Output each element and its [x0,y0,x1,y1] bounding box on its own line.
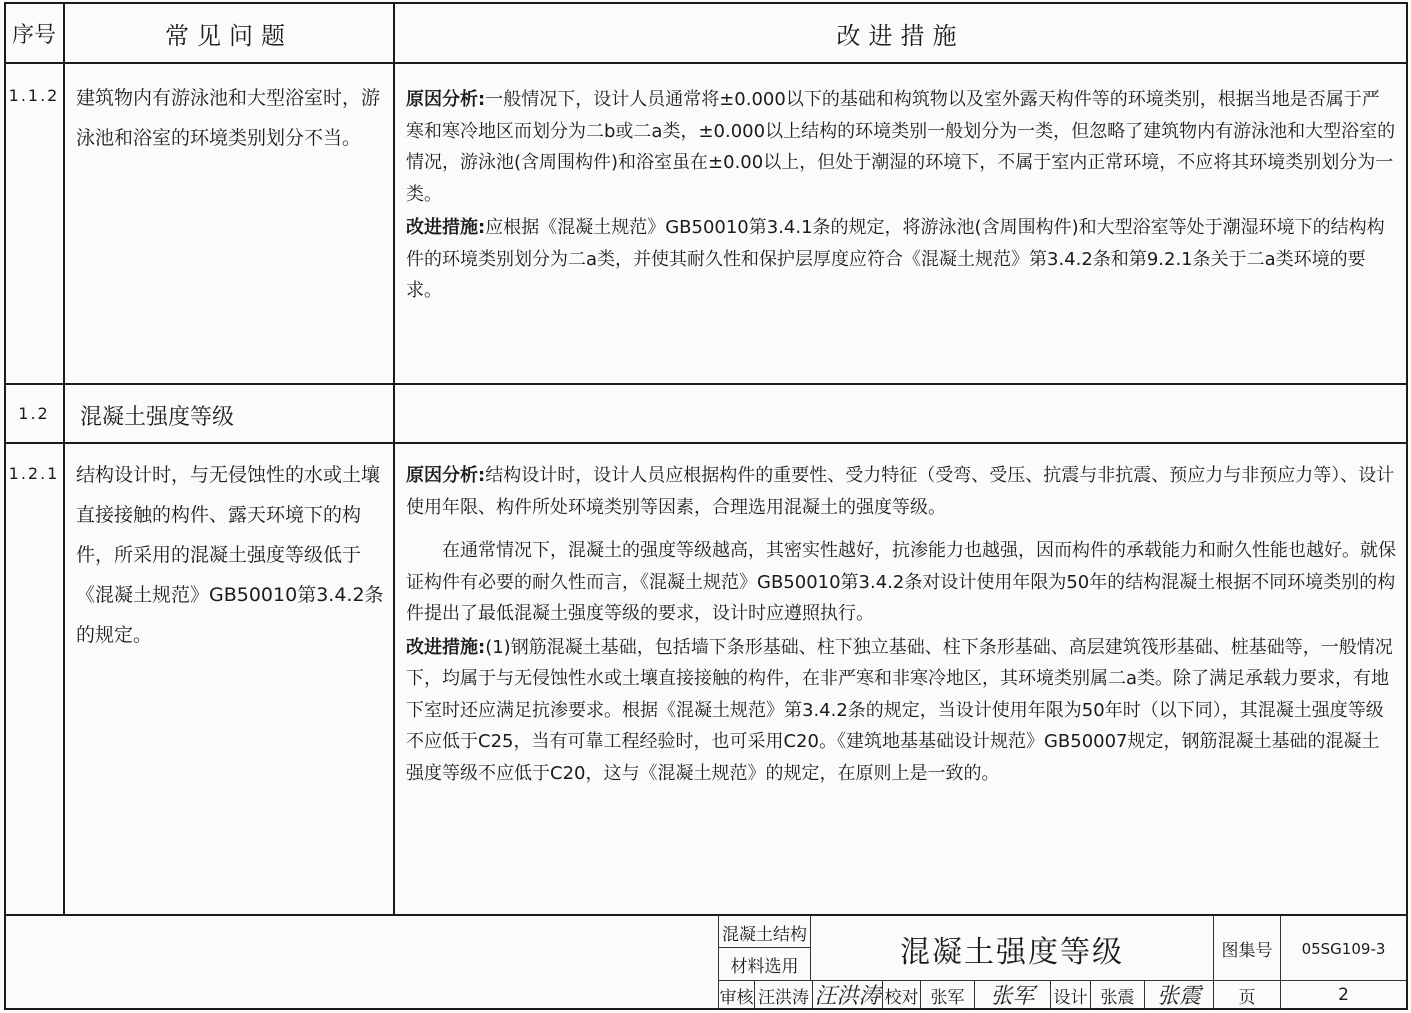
measure-label: 改进措施: [406,636,486,658]
tb-checker: 张军 [930,987,965,1008]
column-divider-seq [63,2,65,914]
row-problem-1: 建筑物内有游泳池和大型浴室时，游泳池和浴室的环境类别划分不当。 [76,87,381,149]
cause-paragraph-3 [406,460,1396,523]
measure-text: 应根据《混凝土规范》GB50010第3.4.1条的规定，将游泳池(含周围构件)和大型浴室等处于潮湿环境下的结构构件的环境类别划分为二a类，并使其耐久性和保护层厚度应符合《混凝土规范》第3.4.2条和第9.2.1条关于二a类环境的要求。 [406,217,1385,301]
measure-text: (1)钢筋混凝土基础，包括墙下条形基础、柱下独立基础、柱下条形基础、高层建筑筏形基础、桩基础等，一般情况下，均属于与无侵蚀性水或土壤直接接触的构件，在非严寒和非寒冷地区，其环境类别属二a类。除了满足承载力要求，有地下室时还应满足抗渗要求。根据《混凝土规范》第3.4.2条的规定，当设计使用年限为50年时（以下同），其混凝土强度等级不应低于C25，当有可靠工程经验时，也可采用C20。《建筑地基基础设计规范》GB50007规定，钢筋混凝土基础的混凝土强度等级不应低于C20，这与《混凝土规范》的规定，在原则上是一致的。 [406,636,1393,784]
row-measure-3 [406,460,1396,789]
row-divider-2 [4,442,1408,444]
tb-title: 混凝土强度等级 [900,934,1124,970]
tb-page-label: 页 [1238,987,1256,1008]
tb-atlas-no: 05SG109-3 [1301,939,1386,958]
cause-text: 一般情况下，设计人员通常将±0.000以下的基础和构筑物以及室外露天构件等的环境类别，根据当地是否属于严寒和寒冷地区而划分为二b或二a类，±0.000以上结构的环境类别一般划分为一类，但忽略了建筑物内有游泳池和大型浴室的情况，游泳池(含周围构件)和浴室虽在±0.00以上，但处于潮湿的环境下，不属于室内正常环境，不应将其环境类别划分为一类。 [406,89,1396,205]
tb-reviewer: 汪洪涛 [758,987,809,1008]
extra-paragraph-3: 在通常情况下，混凝土的强度等级越高，其密实性越好，抗渗能力也越强，因而构件的承载能力和耐久性能也越好。就保证构件有必要的耐久性而言，《混凝土规范》GB50010第3.4.2条对设计使用年限为50年的结构混凝土根据不同环境类别的构件提出了最低混凝土强度等级的要求，设计时应遵照执行。 [406,540,1396,624]
cause-label: 原因分析: [406,465,486,486]
header-measure: 改进措施 [836,21,965,50]
title-block-divider [4,914,1408,916]
tb-review-label: 审核 [719,987,754,1008]
column-divider-problem [393,2,395,914]
tb-designer: 张震 [1100,987,1135,1008]
measure-paragraph-1 [406,212,1396,307]
measure-paragraph-3 [406,632,1396,790]
row-seq-3: 1.2.1 [8,464,60,483]
tb-category-1: 混凝土结构 [722,924,807,945]
tb-reviewer-signature: 汪洪涛 [814,983,881,1009]
tb-designer-signature: 张震 [1156,983,1201,1009]
cause-text: 结构设计时，设计人员应根据构件的重要性、受力特征（受弯、受压、抗震与非抗震、预应力与非预应力等）、设计使用年限、构件所处环境类别等因素，合理选用混凝土的强度等级。 [406,465,1395,518]
header-problem: 常见问题 [165,21,293,50]
section-title: 混凝土强度等级 [80,405,235,430]
row-seq-1: 1.1.2 [8,86,60,105]
tb-checker-signature: 张军 [990,983,1035,1009]
tb-category-2: 材料选用 [730,956,799,977]
cause-label: 原因分析: [406,89,486,110]
row-seq-2: 1.2 [18,404,50,423]
tb-design-label: 设计 [1053,987,1088,1008]
cause-paragraph-1 [406,84,1396,210]
measure-label: 改进措施: [406,217,486,238]
row-divider-1 [4,383,1408,385]
tb-atlas-label: 图集号 [1221,941,1273,961]
tb-page-no: 2 [1338,985,1349,1005]
row-problem-3: 结构设计时，与无侵蚀性的水或土壤直接接触的构件、露天环境下的构件，所采用的混凝土强度等级低于《混凝土规范》GB50010第3.4.2条的规定。 [76,464,384,646]
row-measure-1 [406,84,1396,307]
tb-check-label: 校对 [884,987,919,1008]
header-seq: 序号 [11,22,56,48]
header-divider [4,62,1408,64]
